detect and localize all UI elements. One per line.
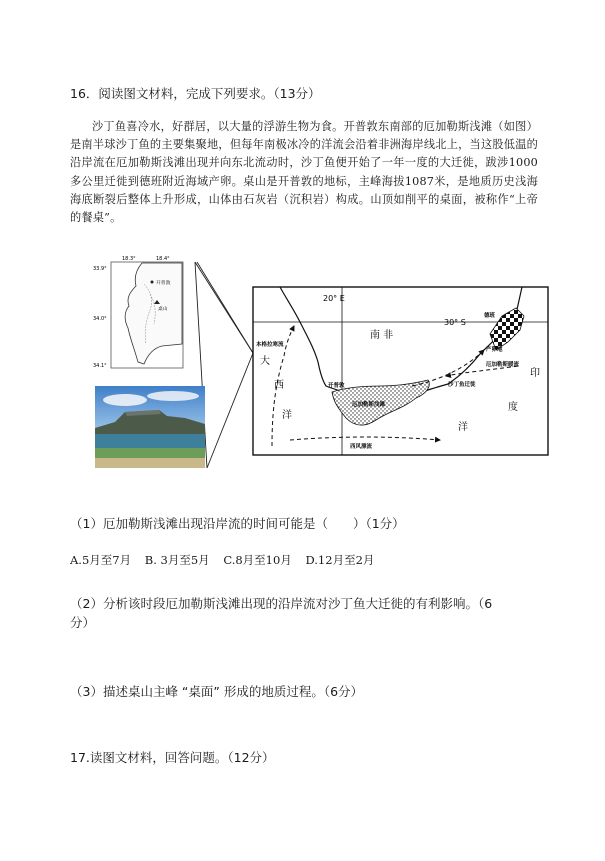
question-16-1: （1）厄加勒斯浅滩出现沿岸流的时间可能是（ ）（1分） <box>70 516 405 531</box>
question-16-3: （3）描述桌山主峰 “桌面” 形成的地质过程。（6分） <box>70 684 364 699</box>
question-16-title: 16．阅读图文材料，完成下列要求。（13分） <box>70 86 321 101</box>
inset-lon-label-2: 18.4° <box>156 256 170 262</box>
label-atlantic-3: 洋 <box>282 410 292 421</box>
main-map <box>190 258 550 458</box>
label-atlantic-2: 西 <box>274 380 284 391</box>
question-16-2-line-2: 分） <box>70 615 96 630</box>
label-durban: 德班 <box>484 313 496 319</box>
label-indian-3: 洋 <box>458 422 468 433</box>
label-migration: 沙丁鱼迁徙 <box>448 382 476 388</box>
table-mountain-photo <box>95 386 205 468</box>
label-indian-2: 度 <box>508 402 518 413</box>
lat-label-30s: 30° S <box>444 318 466 327</box>
label-capetown: 开普敦 <box>328 383 345 389</box>
option-b[interactable]: B. 3月至5月 <box>144 553 210 567</box>
label-agulhas-bank: 厄加勒斯浅滩 <box>352 402 386 408</box>
inset-lat-label-2: 34.0° <box>93 316 107 322</box>
option-c[interactable]: C.8月至10月 <box>223 553 292 567</box>
inset-lat-label-3: 34.1° <box>93 363 107 369</box>
label-spawning: 产卵地 <box>486 347 503 353</box>
inset-lat-label-1: 33.9° <box>93 266 107 272</box>
label-indian-1: 印 <box>530 368 540 379</box>
question-16-2-line-1: （2）分析该时段厄加勒斯浅滩出现的沿岸流对沙丁鱼大迁徙的有利影响。（6 <box>70 596 493 611</box>
main-map-frame <box>253 287 548 455</box>
question-16-material: 沙丁鱼喜冷水，好群居，以大量的浮游生物为食。开普敦东南部的厄加勒斯浅滩（如图）是南半球沙丁鱼的主要集聚地，但每年南极冰冷的洋流会沿着非洲海岸线北上，当这股低温的沿岸流在厄加勒斯浅滩出现并向东北流动时，沙丁鱼便开始了一年一度的大迁徙，跋涉1000多公里迁徙到德班附近海域产卵。桌山是开普敦的地标，主峰海拔1087米，是地质历史浅海海底断裂后整体上升形成，山体由石灰岩（沉积岩）构成。山顶如削平的桌面，被称作“上帝的餐桌”。 <box>70 120 538 225</box>
lon-label-20e: 20° E <box>323 294 345 303</box>
question-17-title: 17.读图文材料，回答问题。（12分） <box>70 750 275 765</box>
inset-label-table-mountain: 桌山 <box>158 307 168 312</box>
label-west-wind-drift: 西风漂流 <box>350 444 373 450</box>
label-benguela: 本格拉寒流 <box>256 342 284 348</box>
label-atlantic-1: 大 <box>260 356 270 367</box>
option-d[interactable]: D.12月至2月 <box>305 553 375 567</box>
question-16-1-options <box>70 552 384 568</box>
label-agulhas-current: 厄加勒斯暖流 <box>486 362 520 368</box>
inset-label-capetown: 开普敦 <box>156 281 171 286</box>
inset-lon-label-1: 18.3° <box>122 256 136 262</box>
option-a[interactable]: A.5月至7月 <box>70 553 132 567</box>
label-south-africa: 南 非 <box>370 330 394 341</box>
